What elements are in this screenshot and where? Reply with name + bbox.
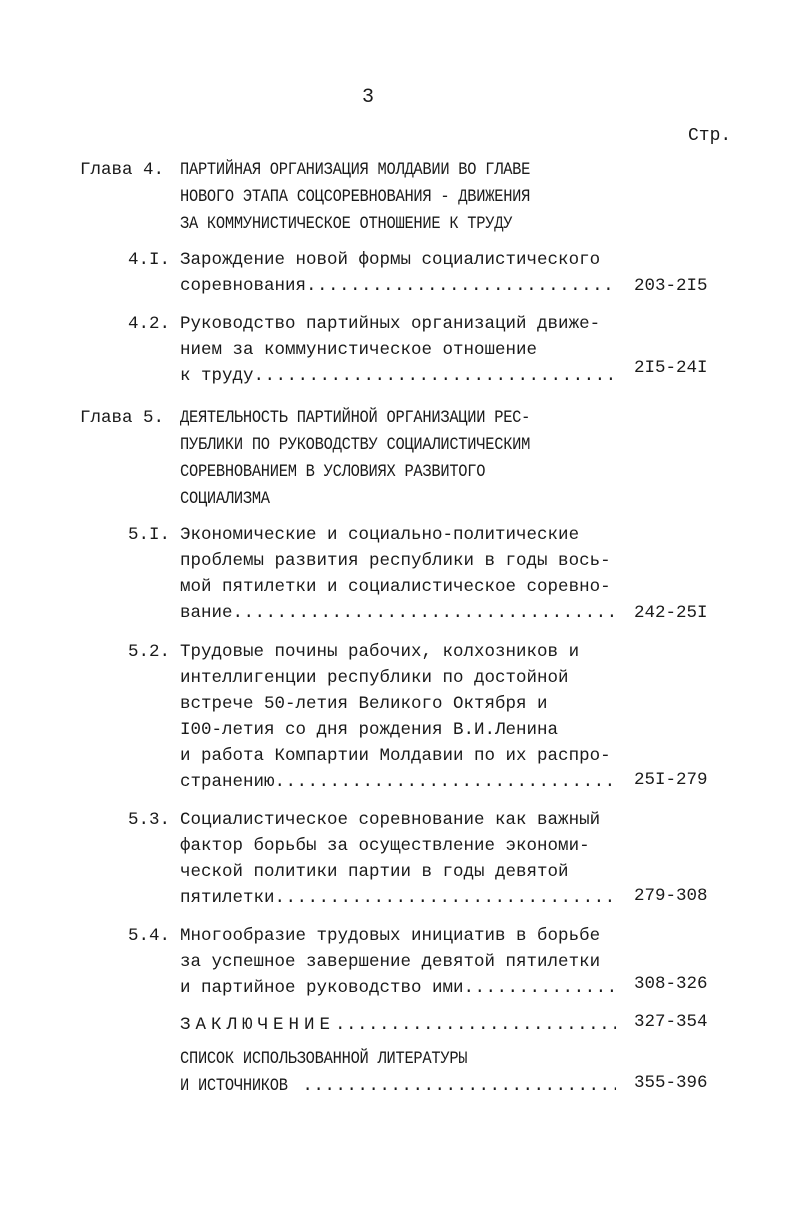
entry-text-line: Социалистическое соревнование как важный [180,810,601,830]
entry-leader-line [180,1074,616,1098]
chapter-title-line: ДЕЯТЕЛЬНОСТЬ ПАРТИЙНОЙ ОРГАНИЗАЦИИ РЕС- [180,408,531,428]
entry-last-line: странению [180,772,275,792]
entry-text-line: СПИСОК ИСПОЛЬЗОВАННОЙ ЛИТЕРАТУРЫ [180,1049,468,1069]
chapter-title-line: СОРЕВНОВАНИЕМ В УСЛОВИЯХ РАЗВИТОГО [180,462,486,482]
entry-text-line: интеллигенции республики по достойной [180,668,569,688]
entry-leader-line [180,886,616,910]
entry-pages: 25I-279 [634,770,708,790]
chapter-title-line: НОВОГО ЭТАПА СОЦСОРЕВНОВАНИЯ - ДВИЖЕНИЯ [180,187,531,207]
entry-leader-line [180,274,616,298]
entry-pages: 308-326 [634,974,708,994]
entry-text-line: I00-летия со дня рождения В.И.Ленина [180,720,559,740]
entry-text-line: Экономические и социально-политические [180,525,580,545]
entry-leader-line [180,976,616,1000]
chapter-title-line: ЗА КОММУНИСТИЧЕСКОЕ ОТНОШЕНИЕ К ТРУДУ [180,214,513,234]
entry-text-line: мой пятилетки и социалистическое соревно- [180,577,611,597]
chapter-label: Глава 5. [80,408,165,428]
entry-last-line: И ИСТОЧНИКОВ [180,1076,288,1096]
entry-leader-line [180,601,616,625]
entry-leader-line [180,364,616,388]
section-number: 4.2. [128,314,171,334]
entry-last-line: соревнования [180,276,307,296]
page-number: 3 [362,86,375,109]
section-number: 5.4. [128,926,171,946]
chapter-title-line: ПУБЛИКИ ПО РУКОВОДСТВУ СОЦИАЛИСТИЧЕСКИМ [180,435,531,455]
pages-column-label: Стр. [688,126,732,146]
dot-leader [275,770,616,794]
entry-text-line: встрече 50-летия Великого Октября и [180,694,548,714]
entry-text-line: Зарождение новой формы социалистического [180,250,601,270]
entry-text-line: Руководство партийных организаций движе- [180,314,601,334]
section-number: 5.I. [128,525,171,545]
dot-leader [275,886,616,910]
section-number: 4.I. [128,250,171,270]
entry-last-line: пятилетки [180,888,275,908]
dot-leader [233,601,616,625]
entry-leader-line [180,770,616,794]
dot-leader [335,1013,616,1037]
entry-text-line: фактор борьбы за осуществление экономи- [180,836,590,856]
section-number: 5.2. [128,642,171,662]
dot-leader [306,274,616,298]
entry-text-line: Трудовые почины рабочих, колхозников и [180,642,580,662]
entry-pages: 355-396 [634,1073,708,1093]
dot-leader [464,976,616,1000]
entry-text-line: и работа Компартии Молдавии по их распро- [180,746,611,766]
dot-leader [302,1074,616,1098]
entry-text-line: Многообразие трудовых инициатив в борьбе [180,926,601,946]
entry-last-line: и партийное руководство ими [180,978,464,998]
entry-pages: 2I5-24I [634,358,708,378]
chapter-title-line: ПАРТИЙНАЯ ОРГАНИЗАЦИЯ МОЛДАВИИ ВО ГЛАВЕ [180,160,531,180]
entry-leader-line [180,1013,616,1037]
entry-text-line: нием за коммунистическое отношение [180,340,538,360]
entry-text-line: проблемы развития республики в годы вось- [180,551,611,571]
section-number: 5.3. [128,810,171,830]
dot-leader [254,364,616,388]
conclusion-label: ЗАКЛЮЧЕНИЕ [180,1015,336,1035]
entry-text-line: ческой политики партии в годы девятой [180,862,569,882]
entry-pages: 242-25I [634,603,708,623]
entry-pages: 279-308 [634,886,708,906]
entry-pages: 203-2I5 [634,276,708,296]
chapter-label: Глава 4. [80,160,165,180]
entry-text-line: за успешное завершение девятой пятилетки [180,952,601,972]
chapter-title-line: СОЦИАЛИЗМА [180,489,270,509]
entry-last-line: к труду [180,366,254,386]
entry-last-line: вание [180,603,233,623]
entry-pages: 327-354 [634,1012,708,1032]
